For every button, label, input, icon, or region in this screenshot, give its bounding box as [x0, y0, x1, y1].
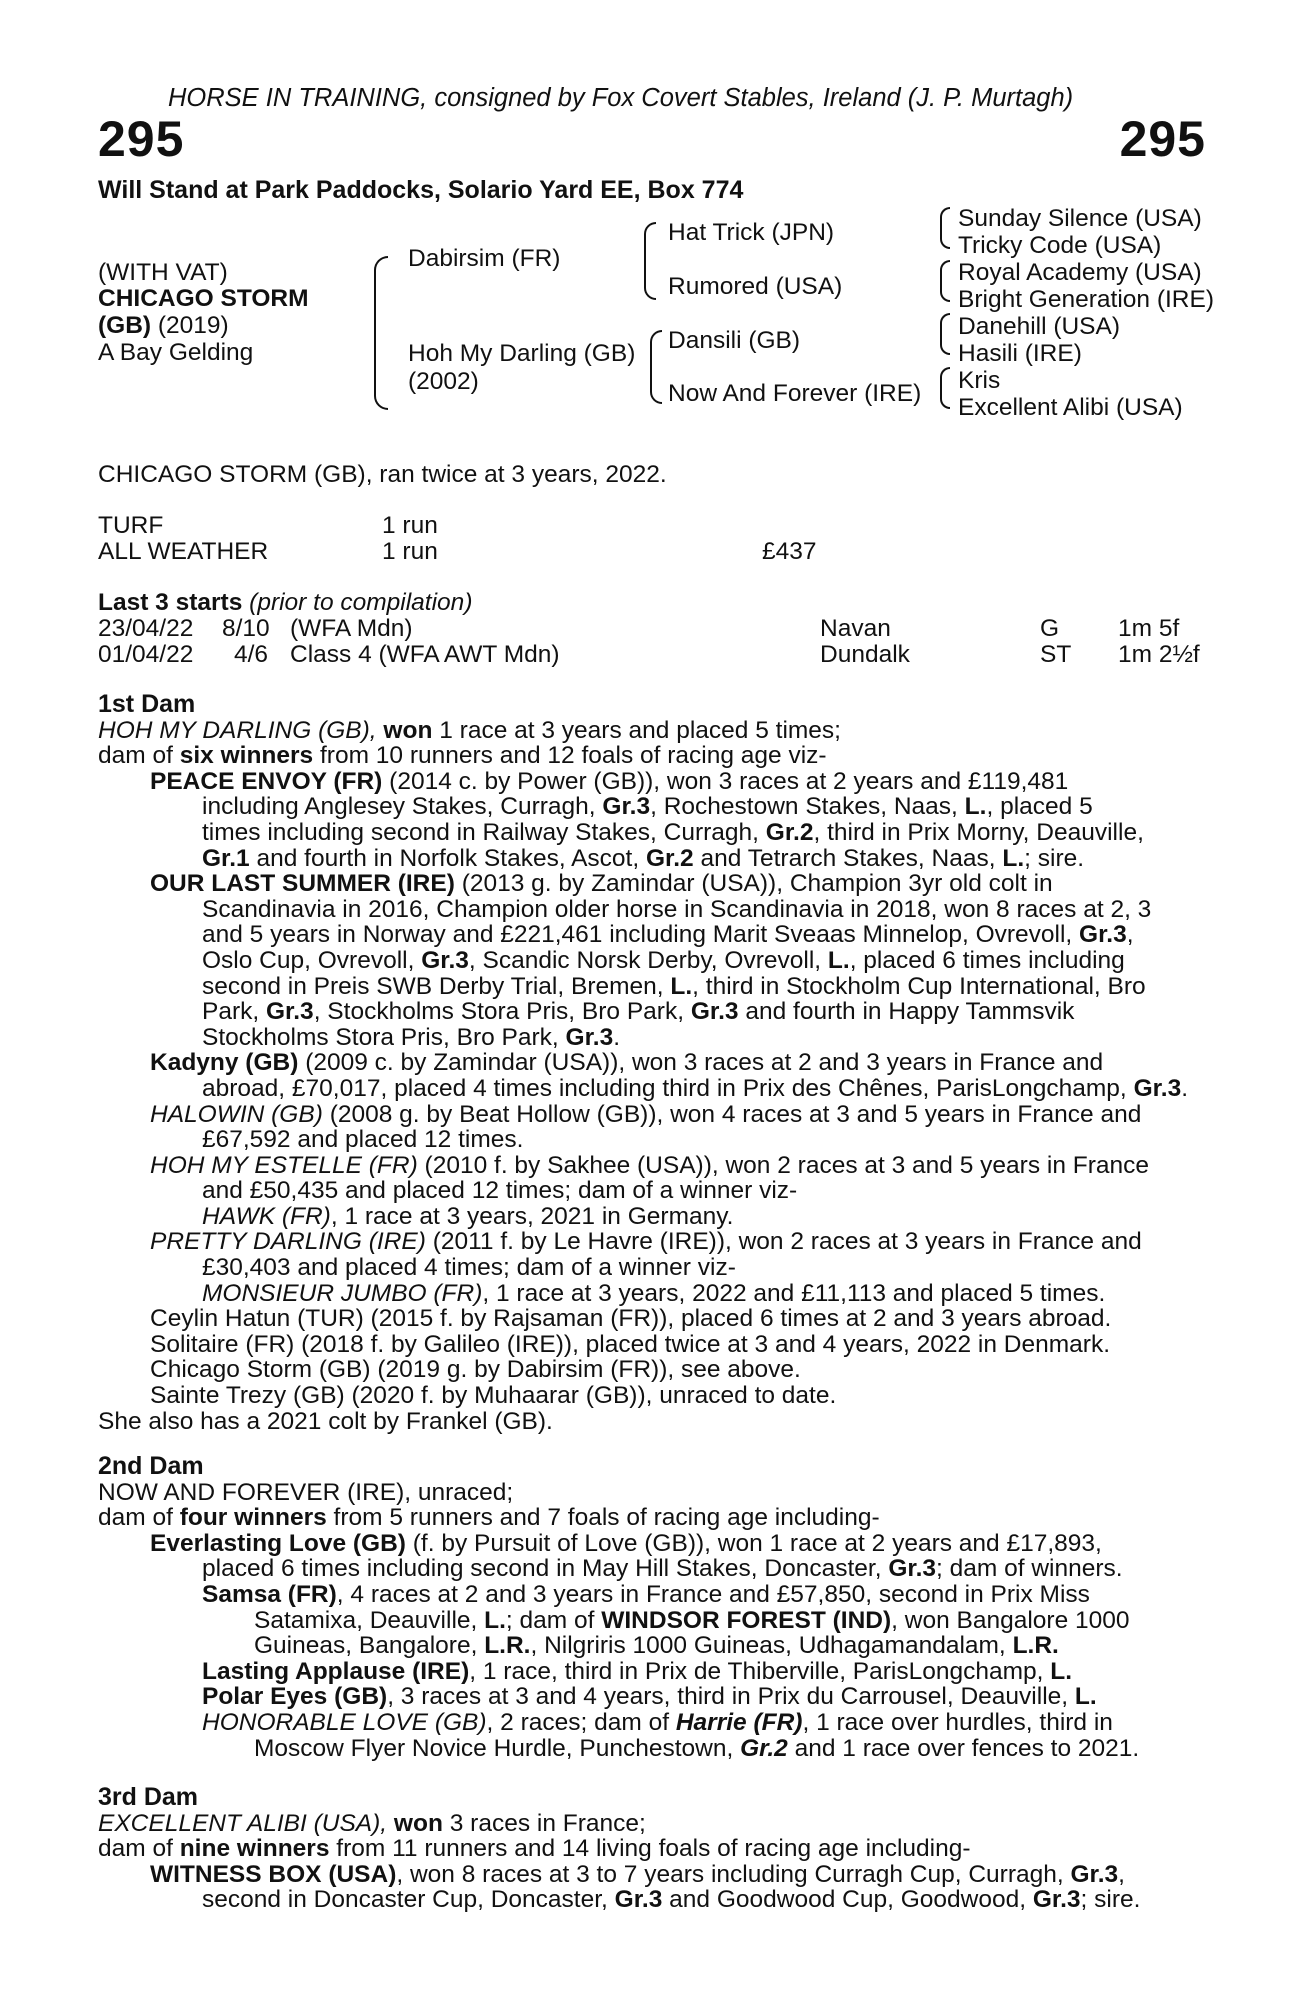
progeny-line: [98, 974, 1218, 1000]
winners-count: nine winners: [179, 1835, 330, 1863]
progeny-name: WITNESS BOX (USA): [150, 1860, 397, 1888]
record-turf: [98, 512, 1218, 538]
progeny-name: PEACE ENVOY (FR): [150, 767, 383, 795]
winners-count: four winners: [179, 1504, 327, 1532]
grade: Gr.3: [1032, 1886, 1081, 1914]
text: including Anglesey Stakes, Curragh,: [202, 793, 596, 821]
text: (2011 f. by Le Havre (IRE)), won 2 races at 3 years in France and: [432, 1228, 1142, 1256]
grade: Gr.2: [765, 818, 814, 846]
g-brace-3: [940, 313, 950, 355]
won-text: won: [393, 1809, 443, 1837]
winners-count: six winners: [179, 742, 314, 770]
record-aw: [98, 538, 1218, 564]
horse-year: (2019): [157, 312, 229, 339]
third-dam-section: [98, 1785, 1218, 1913]
g-brace-4: [940, 367, 950, 409]
progeny-name: WINDSOR FOREST (IND): [601, 1606, 892, 1634]
grade: Gr.3: [614, 1886, 663, 1914]
grade: Gr.3: [266, 998, 314, 1026]
gg-4: Bright Generation (IRE): [958, 286, 1214, 313]
progeny-line: [98, 1050, 1218, 1076]
text: , 4 races at 2 and 3 years in France and £57,850, second in Prix Miss: [336, 1580, 1090, 1608]
progeny-name: HOH MY ESTELLE (FR): [150, 1151, 418, 1179]
grade: L.: [1002, 844, 1025, 872]
dam-name: EXCELLENT ALIBI (USA),: [98, 1809, 388, 1837]
horse-country-year: [98, 312, 229, 340]
turf-label: TURF: [98, 512, 164, 539]
grade: L.: [827, 946, 850, 974]
text: , third in Prix Morny, Deauville,: [813, 818, 1144, 846]
progeny-line: and £50,435 and placed 12 times; dam of a winner viz-: [202, 1177, 798, 1205]
text: , Nilgriris 1000 Guineas, Udhagamandalam,: [530, 1632, 1006, 1660]
first-dam-section: [98, 692, 1218, 1434]
dam-record: 1 race at 3 years and placed 5 times;: [439, 716, 841, 744]
progeny-line: [98, 1887, 1218, 1913]
start-going: G: [1040, 615, 1060, 642]
text: , 2 races; dam of: [486, 1708, 670, 1736]
progeny-line: [98, 794, 1218, 820]
dam-sire: Dansili (GB): [668, 327, 801, 354]
start-course: Navan: [820, 615, 891, 642]
aw-label: ALL WEATHER: [98, 538, 269, 565]
dam-dam: Now And Forever (IRE): [668, 380, 922, 407]
text: dam of: [98, 742, 173, 770]
text: ,: [1118, 1860, 1125, 1888]
progeny-name: Kadyny (GB): [150, 1049, 299, 1077]
second-dam-line: NOW AND FOREVER (IRE), unraced;: [98, 1478, 514, 1506]
horse-name-line: [98, 285, 309, 313]
first-dam-line: [98, 743, 1218, 769]
grade: L.: [964, 793, 987, 821]
progeny-line: [98, 1684, 1218, 1710]
text: and Tetrarch Stakes, Naas,: [700, 844, 996, 872]
grand-progeny-name: MONSIEUR JUMBO (FR): [202, 1279, 483, 1307]
progeny-line: [98, 820, 1218, 846]
start-row: [98, 615, 1218, 641]
text: , placed 6 times including: [849, 946, 1125, 974]
grade: L.: [1074, 1683, 1097, 1711]
won-text: won: [383, 716, 433, 744]
second-dam-heading: 2nd Dam: [98, 1452, 204, 1480]
start-position: 4/6: [234, 641, 269, 668]
progeny-name: PRETTY DARLING (IRE): [150, 1228, 426, 1256]
first-dam-line: [98, 718, 1218, 744]
progeny-line: Ceylin Hatun (TUR) (2015 f. by Rajsaman (FR)), placed 6 times at 2 and 3 years abroad.: [150, 1305, 1112, 1333]
first-dam-heading: 1st Dam: [98, 690, 196, 718]
progeny-name: Lasting Applause (IRE): [202, 1657, 470, 1685]
text: abroad, £70,017, placed 4 times including third in Prix des Chênes, ParisLongchamp,: [202, 1074, 1127, 1102]
text: , 1 race over hurdles, third in: [802, 1708, 1113, 1736]
grade: Gr.2: [740, 1734, 788, 1762]
grade: Gr.1: [202, 844, 250, 872]
sire-sire: Hat Trick (JPN): [668, 219, 835, 246]
text: dam of: [98, 1504, 173, 1532]
start-distance: 1m 5f: [1118, 615, 1180, 642]
progeny-name: Polar Eyes (GB): [202, 1683, 388, 1711]
text: (2008 g. by Beat Hollow (GB)), won 4 races at 3 and 5 years in France and: [329, 1100, 1142, 1128]
second-dam-line: [98, 1505, 1218, 1531]
start-course: Dundalk: [820, 641, 910, 668]
progeny-line: Chicago Storm (GB) (2019 g. by Dabirsim (FR)), see above.: [150, 1356, 801, 1384]
gg-5: Danehill (USA): [958, 313, 1121, 340]
text: Satamixa, Deauville,: [254, 1606, 478, 1634]
text: (2013 g. by Zamindar (USA)), Champion 3yr old colt in: [461, 870, 1053, 898]
progeny-line: [98, 1608, 1218, 1634]
progeny-line: [98, 948, 1218, 974]
text: .: [613, 1023, 621, 1051]
aw-runs: 1 run: [382, 538, 438, 565]
text: , won Bangalore 1000: [891, 1606, 1130, 1634]
text: , third in Stockholm Cup International, Bro: [692, 972, 1146, 1000]
lot-number-right: 295: [1119, 111, 1206, 167]
grade: Gr.2: [645, 844, 694, 872]
start-race: (WFA Mdn): [290, 615, 413, 642]
progeny-line: [98, 871, 1218, 897]
text: 3 races in France;: [449, 1809, 646, 1837]
text: (2010 f. by Sakhee (USA)), won 2 races at 3 and 5 years in France: [424, 1151, 1150, 1179]
start-going: ST: [1040, 641, 1072, 668]
text: , 1 race, third in Prix de Thiberville, ParisLongchamp,: [469, 1657, 1044, 1685]
progeny-line: [98, 1736, 1218, 1762]
start-race: Class 4 (WFA AWT Mdn): [290, 641, 560, 668]
last-starts-note: (prior to compilation): [249, 589, 473, 616]
text: second in Preis SWB Derby Trial, Bremen,: [202, 972, 664, 1000]
grade: Gr.3: [602, 793, 651, 821]
dam: Hoh My Darling (GB): [408, 340, 636, 367]
horse-name: CHICAGO STORM: [98, 285, 309, 312]
sire-brace: [644, 222, 656, 300]
gg-8: Excellent Alibi (USA): [958, 394, 1183, 421]
progeny-line: £67,592 and placed 12 times.: [202, 1126, 524, 1154]
grade: L.R.: [484, 1632, 531, 1660]
text: ,: [1126, 921, 1134, 949]
start-date: 23/04/22: [98, 615, 194, 642]
gg-6: Hasili (IRE): [958, 340, 1082, 367]
race-summary: CHICAGO STORM (GB), ran twice at 3 years, 2022.: [98, 461, 667, 488]
progeny-line: [98, 1076, 1218, 1102]
text: , placed 5: [986, 793, 1093, 821]
progeny-name: HALOWIN (GB): [150, 1100, 323, 1128]
progeny-name: HONORABLE LOVE (GB): [202, 1708, 487, 1736]
progeny-line: [98, 1582, 1218, 1608]
progeny-line: [98, 1153, 1218, 1179]
lot-number-left: 295: [98, 111, 185, 167]
text: and fourth in Norfolk Stakes, Ascot,: [256, 844, 640, 872]
progeny-line: [98, 1710, 1218, 1736]
progeny-line: [98, 1862, 1218, 1888]
second-dam-section: [98, 1454, 1218, 1761]
g-brace-2: [940, 260, 950, 302]
progeny-name: OUR LAST SUMMER (IRE): [150, 870, 455, 898]
grade: Gr.3: [1070, 1860, 1119, 1888]
consignment-header: HORSE IN TRAINING, consigned by Fox Covert Stables, Ireland (J. P. Murtagh): [168, 84, 1074, 112]
progeny-line: [98, 1659, 1218, 1685]
third-dam-line: [98, 1811, 1218, 1837]
grade: L.: [484, 1606, 506, 1634]
gg-1: Sunday Silence (USA): [958, 205, 1202, 232]
progeny-line: [98, 846, 1218, 872]
text: Guineas, Bangalore,: [254, 1632, 478, 1660]
horse-description: A Bay Gelding: [98, 339, 254, 366]
progeny-name: Everlasting Love (GB): [150, 1529, 406, 1557]
progeny-line: She also has a 2021 colt by Frankel (GB).: [98, 1407, 553, 1435]
gg-3: Royal Academy (USA): [958, 259, 1202, 286]
progeny-line: [98, 1204, 1218, 1230]
text: (2009 c. by Zamindar (USA)), won 3 races at 2 and 3 years in France and: [305, 1049, 1104, 1077]
text: second in Doncaster Cup, Doncaster,: [202, 1886, 608, 1914]
text: and 1 race over fences to 2021.: [794, 1734, 1140, 1762]
grade: Gr.3: [690, 998, 739, 1026]
text: ; dam of winners.: [936, 1555, 1123, 1583]
text: ; sire.: [1080, 1886, 1141, 1914]
text: placed 6 times including second in May Hill Stakes, Doncaster,: [202, 1555, 882, 1583]
dam-brace: [650, 330, 662, 404]
gg-2: Tricky Code (USA): [958, 232, 1162, 259]
text: from 10 runners and 12 foals of racing age viz-: [319, 742, 827, 770]
text: Oslo Cup, Ovrevoll,: [202, 946, 415, 974]
start-date: 01/04/22: [98, 641, 194, 668]
text: , 1 race at 3 years, 2021 in Germany.: [330, 1202, 734, 1230]
text: and fourth in Happy Tammsvik: [745, 998, 1075, 1026]
progeny-line: [98, 1229, 1218, 1255]
last-starts-heading: [98, 589, 472, 617]
start-distance: 1m 2½f: [1118, 641, 1200, 668]
text: and 5 years in Norway and £221,461 including Marit Sveaas Minnelop, Ovrevoll,: [202, 921, 1073, 949]
text: (f. by Pursuit of Love (GB)), won 1 race at 2 years and £17,893,: [412, 1529, 1102, 1557]
text: from 11 runners and 14 living foals of racing age including-: [336, 1835, 971, 1863]
horse-country: (GB): [98, 312, 152, 339]
text: times including second in Railway Stakes, Curragh,: [202, 818, 759, 846]
progeny-name: Samsa (FR): [202, 1580, 337, 1608]
text: (2014 c. by Power (GB)), won 3 races at 2 years and £119,481: [389, 767, 1069, 795]
text: , 3 races at 3 and 4 years, third in Prix du Carrousel, Deauville,: [387, 1683, 1069, 1711]
progeny-line: [98, 1556, 1218, 1582]
progeny-line: Solitaire (FR) (2018 f. by Galileo (IRE)), placed twice at 3 and 4 years, 2022 in Denmark.: [150, 1330, 1110, 1358]
text: ; sire.: [1024, 844, 1085, 872]
third-dam-heading: 3rd Dam: [98, 1783, 199, 1811]
text: , won 8 races at 3 to 7 years including Curragh Cup, Curragh,: [396, 1860, 1064, 1888]
text: from 5 runners and 7 foals of racing age including-: [333, 1504, 880, 1532]
grade: Gr.3: [1079, 921, 1127, 949]
text: dam of: [98, 1835, 173, 1863]
start-row: [98, 641, 1218, 667]
progeny-line: [98, 769, 1218, 795]
g-brace-1: [940, 207, 950, 249]
progeny-line: [98, 1531, 1218, 1557]
vat-status: (WITH VAT): [98, 259, 228, 286]
main-brace: [374, 256, 388, 410]
last-starts-title: Last 3 starts: [98, 589, 243, 616]
text: Moscow Flyer Novice Hurdle, Punchestown,: [254, 1734, 734, 1762]
grand-progeny-name: HAWK (FR): [202, 1202, 331, 1230]
text: , Stockholms Stora Pris, Bro Park,: [313, 998, 685, 1026]
third-dam-line: [98, 1836, 1218, 1862]
turf-runs: 1 run: [382, 512, 438, 539]
text: ; dam of: [505, 1606, 595, 1634]
grade: L.: [1050, 1657, 1073, 1685]
grade: L.R.: [1012, 1632, 1059, 1660]
progeny-line: Sainte Trezy (GB) (2020 f. by Muhaarar (GB)), unraced to date.: [150, 1382, 837, 1410]
progeny-line: [98, 1102, 1218, 1128]
dam-year: (2002): [408, 368, 479, 395]
text: and Goodwood Cup, Goodwood,: [669, 1886, 1027, 1914]
dam-name: HOH MY DARLING (GB),: [98, 716, 377, 744]
progeny-line: Scandinavia in 2016, Champion older horse in Scandinavia in 2018, won 8 races at 2, 3: [202, 895, 1152, 923]
grand-progeny-name: Harrie (FR): [675, 1708, 803, 1736]
progeny-line: [98, 1025, 1218, 1051]
aw-earnings: £437: [762, 538, 817, 565]
sire: Dabirsim (FR): [408, 245, 561, 272]
sire-dam: Rumored (USA): [668, 273, 843, 300]
text: Park,: [202, 998, 260, 1026]
text: , Scandic Norsk Derby, Ovrevoll,: [468, 946, 822, 974]
stand-location: Will Stand at Park Paddocks, Solario Yard EE, Box 774: [98, 176, 744, 204]
grade: Gr.3: [888, 1555, 937, 1583]
grade: Gr.3: [565, 1023, 614, 1051]
progeny-line: [98, 922, 1218, 948]
text: Stockholms Stora Pris, Bro Park,: [202, 1023, 559, 1051]
grade: L.: [670, 972, 693, 1000]
text: , Rochestown Stakes, Naas,: [650, 793, 958, 821]
text: , 1 race at 3 years, 2022 and £11,113 and placed 5 times.: [482, 1279, 1106, 1307]
grade: Gr.3: [421, 946, 469, 974]
progeny-line: [98, 999, 1218, 1025]
progeny-line: [98, 1633, 1218, 1659]
progeny-line: £30,403 and placed 4 times; dam of a winner viz-: [202, 1254, 736, 1282]
text: .: [1181, 1074, 1189, 1102]
progeny-line: [98, 1281, 1218, 1307]
grade: Gr.3: [1133, 1074, 1182, 1102]
start-position: 8/10: [222, 615, 270, 642]
gg-7: Kris: [958, 367, 1001, 394]
